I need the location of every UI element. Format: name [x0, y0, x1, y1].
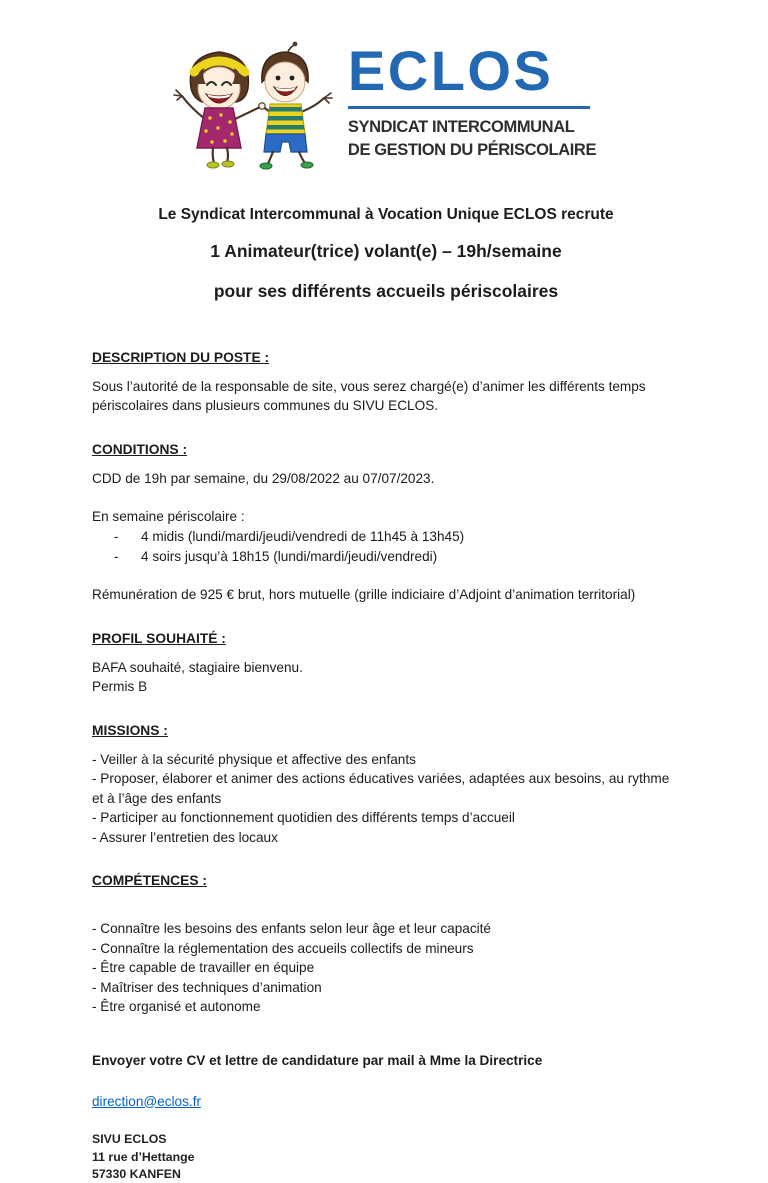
address-block: [92, 1131, 680, 1183]
email-link[interactable]: direction@eclos.fr: [92, 1093, 201, 1109]
mission-item: - Veiller à la sécurité physique et affective des enfants: [92, 751, 416, 767]
description-heading: DESCRIPTION DU POSTE :: [92, 350, 270, 365]
profil-line: BAFA souhaité, stagiaire bienvenu.: [92, 659, 303, 675]
email-row: [92, 1092, 680, 1112]
section-missions: [92, 721, 680, 848]
conditions-remuneration: Rémunération de 925 € brut, hors mutuelle (grille indiciaire d’Adjoint d’animation territorial): [92, 587, 636, 603]
competences-heading: COMPÉTENCES :: [92, 873, 207, 889]
logo: [74, 36, 680, 170]
brand-subtitle-line1: SYNDICAT INTERCOMMUNAL: [347, 118, 575, 136]
dash-bullet: -: [114, 528, 119, 544]
address-org: SIVU ECLOS: [92, 1132, 167, 1147]
competence-item: - Connaître la réglementation des accueils collectifs de mineurs: [92, 940, 474, 956]
profil-heading: PROFIL SOUHAITÉ :: [92, 630, 226, 646]
title-block: [92, 206, 680, 302]
recruiting-intro: Le Syndicat Intercommunal à Vocation Unique ECLOS recrute: [158, 206, 614, 223]
condition-bullet-text: 4 midis (lundi/mardi/jeudi/vendredi de 11h45 à 13h45): [141, 528, 465, 544]
condition-bullet-text: 4 soirs jusqu’à 18h15 (lundi/mardi/jeudi/vendredi): [141, 548, 438, 564]
logo-text: [347, 38, 597, 162]
children-illustration: [158, 36, 340, 170]
spacer: [92, 900, 680, 919]
section-conditions: [92, 440, 680, 605]
conditions-cdd: CDD de 19h par semaine, du 29/08/2022 au 07/07/2023.: [92, 470, 435, 486]
competence-item: - Maîtriser des techniques d’animation: [92, 979, 322, 995]
job-subtitle: pour ses différents accueils périscolaires: [213, 281, 559, 301]
address-city: 57330 KANFEN: [92, 1167, 181, 1182]
competence-item: - Être capable de travailler en équipe: [92, 960, 315, 976]
mission-item: - Proposer, élaborer et animer des actions éducatives variées, adaptées aux besoins, au rythme et à l’âge des enfants: [92, 771, 670, 806]
profil-line: Permis B: [92, 679, 148, 695]
missions-heading: MISSIONS :: [92, 722, 168, 738]
spacer: [92, 488, 680, 507]
conditions-week-intro: En semaine périscolaire :: [92, 509, 245, 525]
list-item: [92, 527, 680, 547]
section-competences: [92, 871, 680, 1017]
section-description: [92, 348, 680, 416]
conditions-heading: CONDITIONS :: [92, 441, 188, 457]
section-profil: [92, 629, 680, 697]
job-content: [92, 348, 680, 1183]
brand-divider: [348, 106, 590, 109]
competence-item: - Connaître les besoins des enfants selon leur âge et leur capacité: [92, 921, 491, 937]
mission-item: - Participer au fonctionnement quotidien des différents temps d’accueil: [92, 810, 515, 826]
description-body: Sous l’autorité de la responsable de site, vous serez chargé(e) d’animer les différents temps périscolaires dans plusieurs communes du SIVU ECLOS.: [92, 378, 646, 414]
job-title: 1 Animateur(trice) volant(e) – 19h/semaine: [210, 241, 562, 261]
list-item: [92, 547, 680, 567]
apply-instruction: Envoyer votre CV et lettre de candidature par mail à Mme la Directrice: [92, 1052, 543, 1068]
boy-figure: [259, 42, 332, 169]
brand-wordmark: ECLOS: [347, 38, 554, 102]
spacer: [92, 566, 680, 585]
address-street: 11 rue d’Hettange: [92, 1149, 195, 1164]
girl-figure: [174, 52, 262, 168]
dash-bullet: -: [114, 548, 119, 564]
brand-subtitle-line2: DE GESTION DU PÉRISCOLAIRE: [347, 141, 597, 160]
competence-item: - Être organisé et autonome: [92, 999, 261, 1015]
mission-item: - Assurer l’entretien des locaux: [92, 829, 278, 845]
